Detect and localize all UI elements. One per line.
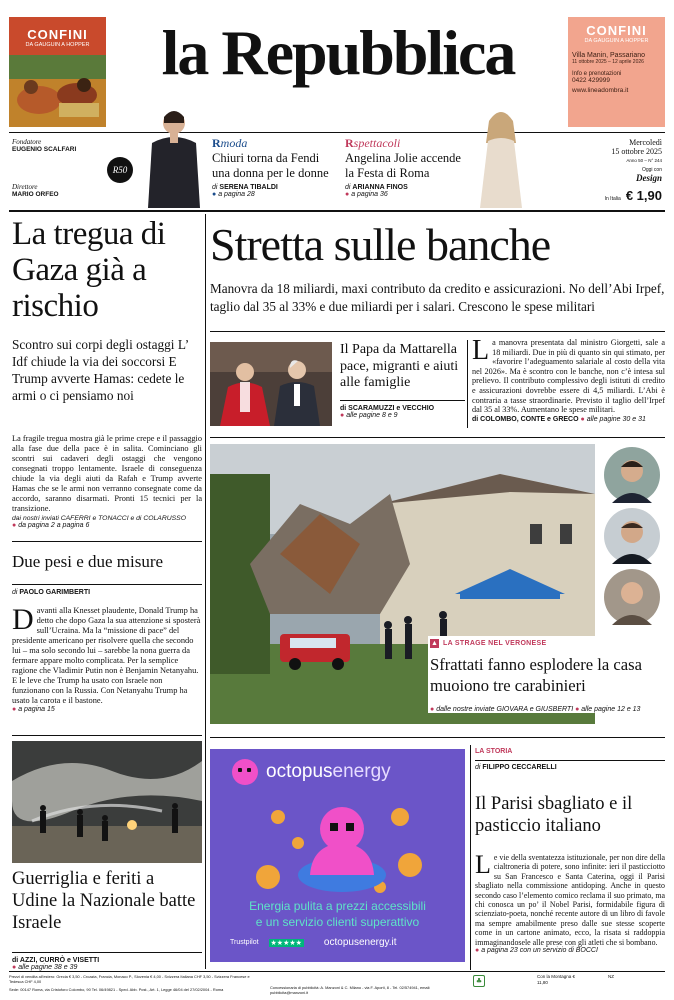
parisi-dropcap: L <box>475 850 491 879</box>
left-ad-subtitle: DA GAUGUIN A HOPPER <box>25 42 90 48</box>
teaser-moda-section <box>212 136 337 151</box>
victim-portrait-3 <box>604 569 660 625</box>
main-section-bottom-rule <box>210 737 665 738</box>
right-ad-box[interactable] <box>568 17 665 127</box>
parisi-byline-name: FILIPPO CECCARELLI <box>482 764 557 771</box>
issue-info <box>600 138 662 204</box>
column-rule-right <box>470 745 471 970</box>
teaser-spettacoli-page-text: a pagina 36 <box>351 191 388 198</box>
parisi-story[interactable] <box>475 748 665 954</box>
right-ad-site: www.lineadombra.it <box>572 87 629 94</box>
left-lead-page[interactable]: ● da pagina 2 a pagina 6 <box>12 522 90 529</box>
right-ad-venue: Villa Manin, Passariano <box>572 52 646 59</box>
octopus-brand-left: octopus <box>266 761 333 782</box>
editorial-byline-prefix: di <box>12 589 18 596</box>
teaser-spettacoli-byline-prefix: di <box>345 184 351 191</box>
octopus-mascot <box>250 787 430 897</box>
octopus-footer <box>230 937 397 948</box>
pope-rule <box>340 400 465 401</box>
issue-today: Oggi con <box>641 167 662 173</box>
udine-story[interactable] <box>12 868 202 971</box>
director-block <box>12 183 112 198</box>
parisi-page[interactable]: ● a pagina 23 con un servizio di BOCCI <box>475 947 598 955</box>
main-body-wrap <box>472 335 665 415</box>
udine-page-text: alle pagine 38 e 39 <box>18 964 78 971</box>
issue-price-label: In Italia <box>604 196 621 202</box>
teaser-spettacoli-page[interactable]: ● a pagina 36 <box>345 191 388 198</box>
parisi-body: e vie della sventatezza istituzionale, per non dire della cialtroneria di potere, sono infinite: ieri il pasticciotto su San Francesco e Santa Caterina, oggi il Parisi sbagliato nella commissione antidoping. Anche in questo secondo caso l’elemento comico reclama il suo primato, ma chi conosca un po’ il Nobel Parisi, formidabile figura di scienziato-poeta, nonché recente autore di un libro di favole ma sempre amabilmente preso dalle sue stesse scoperte come in un cartone animato, ecco, la risata si raddoppia immaginandosele alle prese con gli atleti che si bombano. <box>475 853 665 947</box>
parisi-page-text: a pagina 23 con un servizio di BOCCI <box>481 947 598 955</box>
footer-col-3: Con la Montagna € 11,80 <box>537 974 576 985</box>
teaser-moda-byline-name: SERENA TIBALDI <box>219 184 278 191</box>
teaser-moda[interactable] <box>212 136 337 198</box>
main-dropcap: L <box>472 335 490 366</box>
left-ad-box[interactable] <box>9 17 106 127</box>
strage-story[interactable] <box>428 636 665 713</box>
octopus-brand <box>266 761 391 783</box>
teaser-spettacoli-section <box>345 136 470 151</box>
parisi-headline: Il Parisi sbagliato e il pasticcio italiano <box>475 794 633 836</box>
top-band-rule <box>9 210 665 212</box>
parisi-byline-prefix: di <box>475 764 481 771</box>
editorial-dropcap: D <box>12 603 34 636</box>
pope-page-text: alle pagine 8 e 9 <box>346 411 398 419</box>
footer-address: Sede: 00147 Roma, via Cristoforo Colombo, 90 Tel. 06/49821 - Sped. Abb. Post., Art. 1, Legge 46/04 del 27/02/2004 - Roma <box>9 987 224 993</box>
editorial-byline-name: PAOLO GARIMBERTI <box>19 589 91 596</box>
udine-headline: Guerriglia e feriti a Udine la Nazionale batte Israele <box>12 869 196 933</box>
editorial-headline-rule <box>12 584 202 585</box>
right-ad-info: Info e prenotazioni <box>572 71 622 77</box>
udine-rule <box>12 952 202 953</box>
editorial-headline: Due pesi e due misure <box>12 552 164 571</box>
strage-headline: Sfrattati fanno esplodere la casa muoiono tre carabinieri <box>430 655 642 695</box>
fsc-icon: ♣ <box>473 975 485 987</box>
director-name: MARIO ORFEO <box>12 191 59 198</box>
teaser-moda-byline-prefix: di <box>212 184 218 191</box>
parisi-byline <box>475 764 665 771</box>
pope-story[interactable] <box>340 342 465 419</box>
left-ad-title: CONFINI <box>27 27 88 42</box>
issue-price-line <box>600 185 662 204</box>
founder-name: EUGENIO SCALFARI <box>12 146 77 153</box>
trustpilot-label: Trustpilot <box>230 939 259 946</box>
pope-photo <box>210 342 332 426</box>
right-ad-phone: 0422 429999 <box>572 77 610 84</box>
issue-supplement: Design <box>635 173 662 183</box>
right-ad-subtitle: DA GAUGUIN A HOPPER <box>584 38 649 44</box>
issue-number: Anno 50 – N° 244 <box>626 158 662 163</box>
main-rule <box>210 331 665 332</box>
victim-portrait-1 <box>604 447 660 503</box>
left-ad-painting <box>9 55 106 127</box>
strage-byline-row: ● dalle nostre inviate GIOVARA e GIUSBERTI ● alle pagine 12 e 13 <box>430 706 641 713</box>
victim-portrait-2 <box>604 508 660 564</box>
teaser-spettacoli-section-name: spettacoli <box>353 136 401 150</box>
teaser-moda-page[interactable]: ● a pagina 28 <box>212 191 255 198</box>
left-lead-body: La fragile tregua mostra già le prime crepe e il passaggio alla fase due della pace è in salita. Cominciano gli scontri sui cadaveri degli ostaggi che vengono consegnati troppo lentamente. Israele di conseguenza chiude la via degli aiuti da Rafah e Trump avverte Hamas che se le armi non verranno consegnate come da accordo, saranno disarmati. Pronti 15 tecnici per la transizione. <box>12 434 202 513</box>
issue-date: 15 ottobre 2025 <box>611 147 662 156</box>
editorial-page-text: a pagina 15 <box>18 706 55 713</box>
strage-kicker-row <box>430 639 663 648</box>
issue-price: € 1,90 <box>625 188 662 203</box>
teaser-spettacoli-byline <box>345 184 470 191</box>
column-rule-left <box>205 214 206 969</box>
udine-page[interactable]: ● alle pagine 38 e 39 <box>12 964 78 971</box>
masthead-rule <box>9 132 665 133</box>
strage-byline: dalle nostre inviate GIOVARA e GIUSBERTI <box>436 706 574 713</box>
footer-col-3b: NZ <box>608 974 614 979</box>
footer-rule <box>9 971 665 972</box>
teaser-spettacoli-byline-name: ARIANNA FINOS <box>352 184 408 191</box>
left-lead-story[interactable] <box>12 216 202 529</box>
editorial-body-wrap <box>12 603 202 706</box>
trustpilot-stars: ★★★★★ <box>270 939 302 947</box>
right-ad-dates: 11 ottobre 2025 – 12 aprile 2026 <box>572 59 644 65</box>
main-body: a manovra presentata dal ministro Giorgetti, sale a 18 miliardi. Due in più di quanto sin qui stimato, per «favorire l’adeguamento salariale al costo della vita nel 2026». Ma è scontro con le banche, non c’è intesa sul prelievo. Il contributo complessivo degli istituti di credito e assicurazioni dovrebbe essere di 4,5 miliardi. L’Abi è contraria a tasse straordinarie. Previsto il taglio dell’Irpef dal 35 al 33%. Aumentano le spese militari. <box>472 338 665 415</box>
teaser-moda-headline: Chiuri torna da Fendi una donna per le donne <box>212 151 329 180</box>
director-label: Direttore <box>12 183 38 191</box>
main-sub: Manovra da 18 miliardi, maxi contributo da credito e assicurazioni. No dell’Abi Irpef, taglio dal 35 al 33% e due miliardi per i salari. Crescono le spese militari <box>210 281 665 314</box>
footer-col-1 <box>9 974 264 993</box>
editorial[interactable] <box>12 552 202 713</box>
teaser-moda-letter: R <box>212 136 221 150</box>
pope-col-rule <box>467 340 468 428</box>
teaser-moda-section-name: moda <box>220 136 248 150</box>
left-rule-2 <box>12 735 202 736</box>
masthead-title: la Repubblica <box>161 17 515 88</box>
right-ad-title: CONFINI <box>586 23 647 38</box>
r50-logo: R50 <box>107 157 133 183</box>
octopus-logo-icon <box>232 759 258 785</box>
teaser-moda-byline <box>212 184 337 191</box>
strage-kicker-icon: ▲ <box>431 640 438 647</box>
main-byline: di COLOMBO, CONTE e GRECO ● alle pagine 30 e 31 <box>472 415 646 423</box>
octopus-tagline-2: e un servizio clienti superattivo <box>255 915 420 929</box>
teaser-moda-page-text: a pagina 28 <box>218 191 255 198</box>
strage-kicker: LA STRAGE NEL VERONESE <box>443 640 547 647</box>
editorial-body: avanti alla Knesset plaudente, Donald Trump ha detto che dopo Gaza la sua attenzione si sposterà sull’Ucraina. Ma la “missione di pace” del presidente americano per risolvere quella che secondo lui – ma solo secondo lui – sarebbe la nona guerra da fermare appare molto complicata. Per la semplice ragione che Vladimir Putin non è Benjamin Netanyahu. E le leve che Trump ha usato con Israele non funzionano con la Russia. Con Netanyahu Trump ha usato la carota e il bastone. <box>12 606 201 705</box>
parisi-kicker: LA STORIA <box>475 748 513 755</box>
jolie-photo <box>470 103 532 208</box>
founder-block <box>12 138 112 153</box>
udine-byline: di AZZI, CURRÒ e VISETTI <box>12 957 100 964</box>
founder-label: Fondatore <box>12 138 42 146</box>
udine-photo <box>12 741 202 863</box>
parisi-body-wrap <box>475 850 665 947</box>
octopus-ad[interactable] <box>210 749 465 962</box>
main-headline: Stretta sulle banche <box>210 219 551 270</box>
octopus-tagline-1: Energia pulita a prezzi accessibili <box>249 899 426 913</box>
main-body-block[interactable] <box>472 335 665 423</box>
parisi-kicker-rule <box>475 760 665 761</box>
left-lead-byline: dai nostri inviati CAFERRI e TONACCI e di COLARUSSO <box>12 515 187 522</box>
issue-weekday: Mercoledì <box>629 138 662 147</box>
octopus-site[interactable]: octopusenergy.it <box>323 937 397 948</box>
footer-col-2: Concessionaria di pubblicità: A. Manzoni & C. Milano - via F. Aporti, 8 - Tel. 02/574941, email: pubblicita@manzoni.it <box>270 985 431 996</box>
fendi-photo <box>140 103 208 208</box>
editorial-page[interactable]: ● a pagina 15 <box>12 706 55 713</box>
pope-headline: Il Papa da Mattarella pace, migranti e aiuti alle famiglie <box>340 342 459 390</box>
main-byline-text: di COLOMBO, CONTE e GRECO <box>472 415 579 423</box>
teaser-spettacoli-letter: R <box>345 136 354 150</box>
strage-page[interactable]: alle pagine 12 e 13 <box>581 706 641 713</box>
main-bottom-rule <box>210 437 665 438</box>
octopus-logo-row <box>232 759 391 785</box>
footer-prices: Prezzi di vendita all’estero: Grecia € 3,50 - Croazia, Francia, Monaco P., Slovenia € 4,00 - Svizzera Italiana CHF 3,50 - Svizzera Francese e Tedesca CHF 4,00 <box>9 974 250 985</box>
left-lead-headline: La tregua di Gaza già a rischio <box>12 216 166 324</box>
pope-page[interactable]: ● alle pagine 8 e 9 <box>340 411 398 419</box>
teaser-spettacoli[interactable] <box>345 136 470 198</box>
main-page[interactable]: alle pagine 30 e 31 <box>586 415 646 423</box>
pope-byline: di SCARAMUZZI e VECCHIO <box>340 404 435 412</box>
left-lead-sub: Scontro sui corpi degli ostaggi L’ Idf chiude la via dei soccorsi E Trump avverte Hamas: cedete le armi o ci pensiamo noi <box>12 337 189 403</box>
editorial-byline <box>12 589 202 596</box>
left-rule-1 <box>12 541 202 542</box>
octopus-brand-right: energy <box>332 761 391 782</box>
teaser-spettacoli-headline: Angelina Jolie accende la Festa di Roma <box>345 151 461 180</box>
left-lead-page-text: da pagina 2 a pagina 6 <box>18 522 90 529</box>
